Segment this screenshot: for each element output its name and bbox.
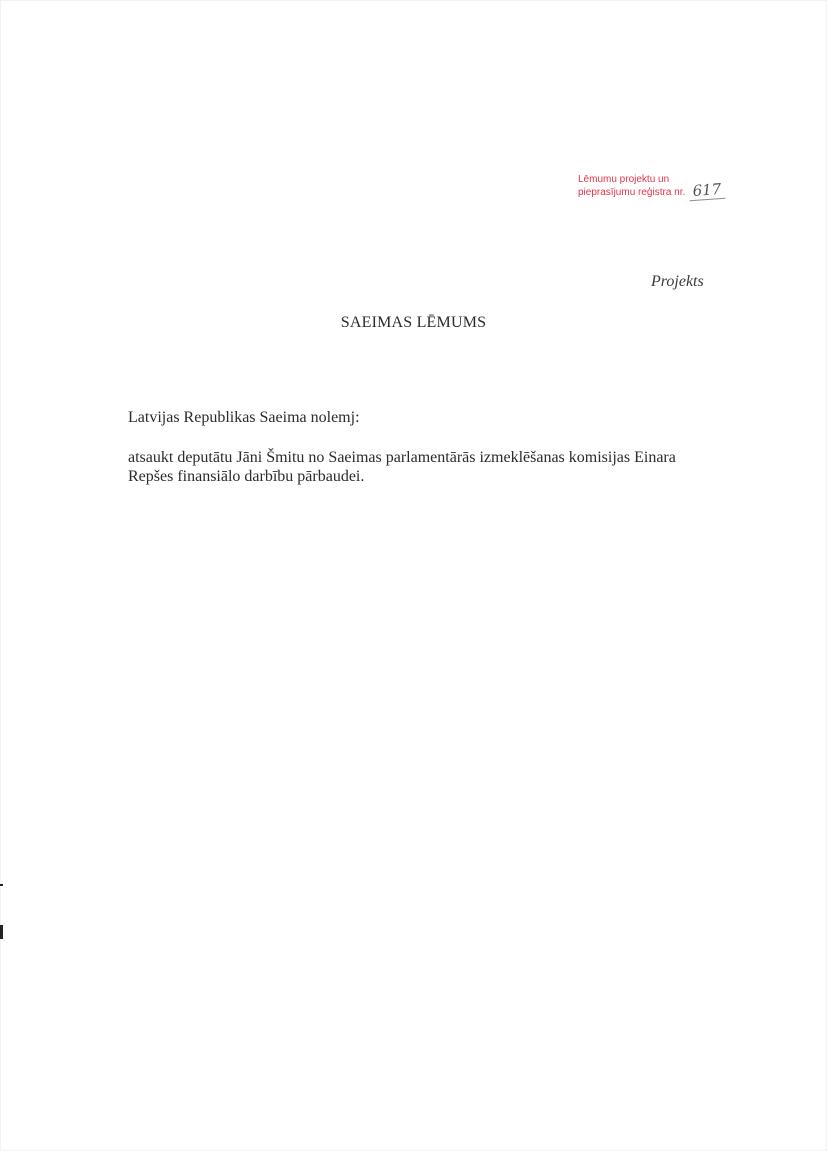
stamp-line-2: pieprasījumu reģistra nr. [578,187,686,198]
registry-number: 617 [688,181,725,201]
document-title: SAEIMAS LĒMUMS [340,314,487,331]
decision-body-line-2: Repšes finansiālo darbību pārbaudei. [128,468,365,485]
scan-edge-mark-lower [0,925,3,939]
decision-body [128,448,728,486]
decision-body-line-1: atsaukt deputātu Jāni Šmitu no Saeimas parlamentārās izmeklēšanas komisijas Einara [128,449,676,466]
draft-label: Projekts [651,273,704,290]
scan-edge-mark-upper [0,884,3,886]
stamp-line-1: Lēmumu projektu un [578,174,670,185]
decision-intro: Latvijas Republikas Saeima nolemj: [128,409,360,426]
